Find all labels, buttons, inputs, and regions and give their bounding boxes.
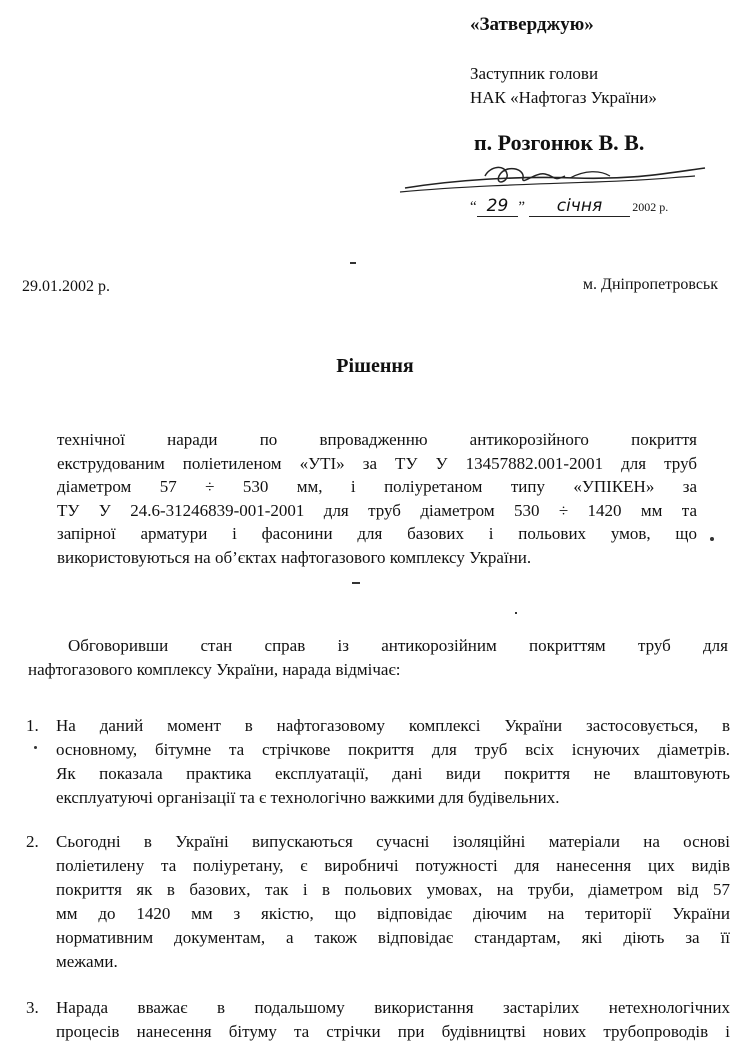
date-year: 2002 р.	[632, 200, 669, 214]
date-quote-close: ”	[518, 199, 525, 215]
item-line: мм до 1420 мм з якістю, що відповідає діючим на території України	[56, 904, 730, 923]
approval-role-line-1: Заступник голови	[470, 64, 599, 83]
item-line: експлуатуючі організації та є технологічно важкими для будівельних.	[56, 788, 560, 807]
date-month-handwritten: січня	[529, 196, 630, 217]
item-line: межами.	[56, 952, 118, 971]
scan-speck	[34, 746, 37, 749]
item-line: Сьогодні в Україні випускаються сучасні ізоляційні матеріали на основі	[56, 832, 730, 851]
subject-line: використовуються на об’єктах нафтогазового комплексу України.	[57, 547, 532, 567]
date-day-handwritten: 29	[477, 196, 519, 217]
approval-heading: «Затверджую»	[470, 14, 594, 35]
approval-role-line-2: НАК «Нафтогаз України»	[470, 88, 657, 107]
document-city: м. Дніпропетровськ	[582, 276, 718, 293]
item-number: 3.	[26, 998, 39, 1017]
intro-paragraph	[28, 634, 728, 682]
scan-speck	[710, 537, 714, 541]
item-number: 2.	[26, 832, 39, 851]
item-number: 1.	[26, 716, 39, 735]
document-title: Рішення	[336, 355, 414, 377]
item-line: покриття як в базових, так і в польових умовах, на труби, діаметром від 57	[56, 880, 730, 899]
item-line: На даний момент в нафтогазовому комплексі України застосовується, в	[56, 716, 730, 735]
subject-line: діаметром 57 ÷ 530 мм, і поліуретаном типу «УПІКЕН» за	[57, 477, 697, 496]
document-date: 29.01.2002 р.	[22, 278, 110, 295]
item-line: Як показала практика експлуатації, дані види покриття не влаштовують	[56, 764, 730, 783]
scan-speck	[515, 612, 517, 614]
subject-line: технічної наради по впровадженню антикорозійного покриття	[57, 430, 697, 449]
scan-speck	[350, 262, 356, 264]
findings-list	[26, 714, 730, 1044]
subject-line: запірної арматури і фасонини для базових і польових умов, що	[57, 524, 697, 543]
subject-line: екструдованим поліетиленом «УТІ» за ТУ У 13457882.001-2001 для труб	[57, 453, 697, 473]
intro-line: Обговоривши стан справ із антикорозійним покриттям труб для	[68, 636, 728, 655]
approval-block	[470, 14, 740, 155]
item-line: процесів нанесення бітуму та стрічки при будівництві нових трубопроводів і	[56, 1022, 730, 1041]
list-item	[26, 830, 730, 974]
approval-date	[470, 196, 668, 217]
scan-speck	[352, 582, 360, 584]
date-quote-open: “	[470, 199, 477, 215]
list-item	[26, 714, 730, 810]
approval-signer-name: п. Розгонюк В. В.	[474, 130, 645, 155]
document-subject	[57, 428, 697, 569]
subject-line: ТУ У 24.6-31246839-001-2001 для труб діаметром 530 ÷ 1420 мм та	[57, 500, 697, 520]
item-line: поліетилену та поліуретану, є виробничі потужності для нанесення цих видів	[56, 856, 730, 875]
list-item	[26, 996, 730, 1044]
intro-line: нафтогазового комплексу України, нарада відмічає:	[28, 660, 401, 679]
item-line: основному, бітумне та стрічкове покриття для труб всіх існуючих діаметрів.	[56, 740, 730, 759]
item-line: нормативним документам, а також відповідає стандартам, які діють за її	[56, 928, 730, 947]
item-line: Нарада вважає в подальшому використання застарілих нетехнологічних	[56, 998, 730, 1017]
